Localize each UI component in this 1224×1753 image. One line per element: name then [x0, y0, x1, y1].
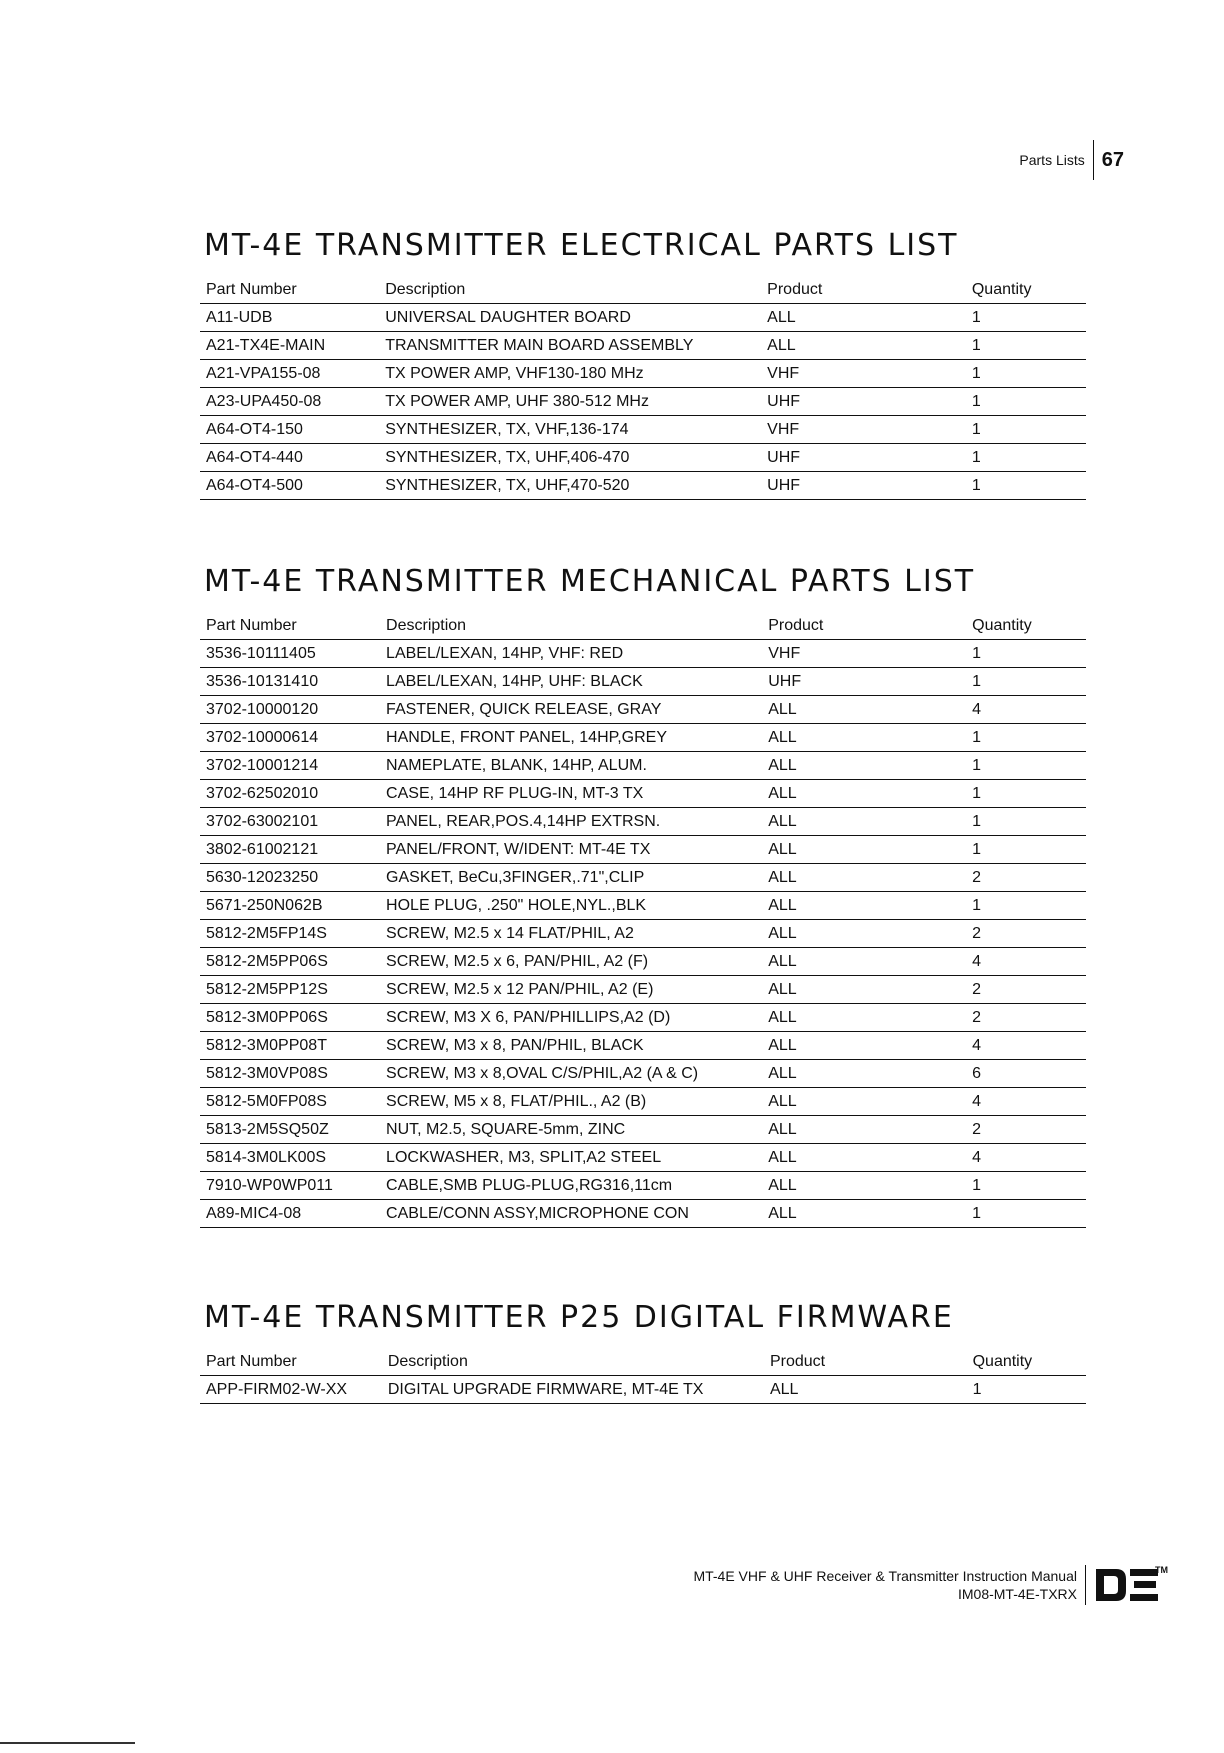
product-cell: ALL [762, 696, 966, 724]
product-cell: ALL [762, 752, 966, 780]
product-cell: ALL [762, 948, 966, 976]
quantity-cell: 4 [966, 696, 1086, 724]
product-cell: ALL [762, 976, 966, 1004]
description-cell: SCREW, M5 x 8, FLAT/PHIL., A2 (B) [380, 1088, 762, 1116]
table-row [200, 388, 1086, 416]
table-row [200, 808, 1086, 836]
quantity-cell: 2 [966, 864, 1086, 892]
document-number: IM08-MT-4E-TXRX [957, 1586, 1077, 1602]
manual-title: MT-4E VHF & UHF Receiver & Transmitter Instruction Manual [693, 1568, 1077, 1584]
table-row [200, 976, 1086, 1004]
table-row [200, 696, 1086, 724]
quantity-cell: 4 [966, 948, 1086, 976]
part-number-cell: 3702-10000614 [200, 724, 380, 752]
table-row [200, 864, 1086, 892]
electrical-parts-section [200, 228, 1086, 500]
electrical-table-body [200, 304, 1086, 500]
description-cell: PANEL, REAR,POS.4,14HP EXTRSN. [380, 808, 762, 836]
part-number-cell: A11-UDB [200, 304, 379, 332]
product-cell: ALL [762, 836, 966, 864]
table-row [200, 416, 1086, 444]
section-title: MT-4E TRANSMITTER ELECTRICAL PARTS LIST [204, 228, 959, 263]
firmware-section [200, 1300, 1086, 1404]
description-cell: SCREW, M3 x 8, PAN/PHIL, BLACK [380, 1032, 762, 1060]
table-row [200, 1060, 1086, 1088]
description-cell: LOCKWASHER, M3, SPLIT,A2 STEEL [380, 1144, 762, 1172]
part-number-cell: APP-FIRM02-W-XX [200, 1376, 382, 1404]
quantity-cell: 1 [966, 388, 1086, 416]
product-cell: UHF [761, 388, 966, 416]
description-cell: LABEL/LEXAN, 14HP, VHF: RED [380, 640, 762, 668]
scan-artifact-line [0, 1742, 135, 1744]
column-header-product: Product [762, 611, 966, 640]
table-header-row [200, 611, 1086, 640]
part-number-cell: 5813-2M5SQ50Z [200, 1116, 380, 1144]
product-cell: ALL [762, 1088, 966, 1116]
description-cell: CABLE/CONN ASSY,MICROPHONE CON [380, 1200, 762, 1228]
table-row [200, 892, 1086, 920]
product-cell: ALL [764, 1376, 967, 1404]
table-row [200, 332, 1086, 360]
table-row [200, 1200, 1086, 1228]
part-number-cell: A89-MIC4-08 [200, 1200, 380, 1228]
quantity-cell: 1 [966, 472, 1086, 500]
quantity-cell: 2 [966, 920, 1086, 948]
part-number-cell: 5812-2M5PP06S [200, 948, 380, 976]
description-cell: SYNTHESIZER, TX, UHF,470-520 [379, 472, 761, 500]
table-row [200, 1116, 1086, 1144]
quantity-cell: 1 [966, 416, 1086, 444]
mechanical-table-body [200, 640, 1086, 1228]
table-row [200, 1172, 1086, 1200]
quantity-cell: 1 [966, 332, 1086, 360]
part-number-cell: 5812-2M5FP14S [200, 920, 380, 948]
part-number-cell: 3802-61002121 [200, 836, 380, 864]
firmware-table-body [200, 1376, 1086, 1404]
quantity-cell: 1 [966, 640, 1086, 668]
product-cell: VHF [761, 360, 966, 388]
table-row [200, 1088, 1086, 1116]
column-header-quantity: Quantity [966, 611, 1086, 640]
part-number-cell: 5814-3M0LK00S [200, 1144, 380, 1172]
product-cell: ALL [761, 304, 966, 332]
quantity-cell: 1 [966, 1172, 1086, 1200]
product-cell: ALL [762, 1200, 966, 1228]
description-cell: TRANSMITTER MAIN BOARD ASSEMBLY [379, 332, 761, 360]
product-cell: ALL [762, 780, 966, 808]
description-cell: CASE, 14HP RF PLUG-IN, MT-3 TX [380, 780, 762, 808]
page-footer [693, 1565, 1168, 1605]
description-cell: NUT, M2.5, SQUARE-5mm, ZINC [380, 1116, 762, 1144]
description-cell: TX POWER AMP, UHF 380-512 MHz [379, 388, 761, 416]
part-number-cell: 5671-250N062B [200, 892, 380, 920]
part-number-cell: 3702-63002101 [200, 808, 380, 836]
part-number-cell: 3702-10000120 [200, 696, 380, 724]
product-cell: UHF [761, 444, 966, 472]
product-cell: ALL [762, 892, 966, 920]
table-row [200, 752, 1086, 780]
column-header-product: Product [761, 275, 966, 304]
table-row [200, 1004, 1086, 1032]
product-cell: ALL [761, 332, 966, 360]
section-label: Parts Lists [1019, 152, 1085, 168]
column-header-description: Description [382, 1347, 764, 1376]
table-row [200, 444, 1086, 472]
description-cell: SCREW, M2.5 x 14 FLAT/PHIL, A2 [380, 920, 762, 948]
description-cell: SCREW, M3 x 8,OVAL C/S/PHIL,A2 (A & C) [380, 1060, 762, 1088]
column-header-product: Product [764, 1347, 967, 1376]
mechanical-parts-table [200, 611, 1086, 1228]
quantity-cell: 1 [966, 752, 1086, 780]
part-number-cell: 5812-5M0FP08S [200, 1088, 380, 1116]
part-number-cell: 3536-10111405 [200, 640, 380, 668]
section-title: MT-4E TRANSMITTER P25 DIGITAL FIRMWARE [204, 1300, 954, 1335]
description-cell: GASKET, BeCu,3FINGER,.71",CLIP [380, 864, 762, 892]
column-header-part-number: Part Number [200, 611, 380, 640]
product-cell: ALL [762, 1144, 966, 1172]
product-cell: UHF [762, 668, 966, 696]
page-number: 67 [1101, 148, 1124, 171]
footer-divider [1085, 1565, 1086, 1605]
table-header-row [200, 1347, 1086, 1376]
quantity-cell: 1 [966, 668, 1086, 696]
part-number-cell: 3536-10131410 [200, 668, 380, 696]
description-cell: SCREW, M3 X 6, PAN/PHILLIPS,A2 (D) [380, 1004, 762, 1032]
product-cell: VHF [762, 640, 966, 668]
quantity-cell: 1 [966, 724, 1086, 752]
part-number-cell: A21-TX4E-MAIN [200, 332, 379, 360]
column-header-part-number: Part Number [200, 1347, 382, 1376]
table-row [200, 1376, 1086, 1404]
quantity-cell: 1 [966, 304, 1086, 332]
part-number-cell: A23-UPA450-08 [200, 388, 379, 416]
table-row [200, 472, 1086, 500]
table-row [200, 920, 1086, 948]
table-row [200, 360, 1086, 388]
column-header-description: Description [380, 611, 762, 640]
table-row [200, 836, 1086, 864]
quantity-cell: 2 [966, 1004, 1086, 1032]
product-cell: VHF [761, 416, 966, 444]
table-row [200, 668, 1086, 696]
product-cell: ALL [762, 864, 966, 892]
table-row [200, 1144, 1086, 1172]
firmware-table [200, 1347, 1086, 1404]
quantity-cell: 4 [966, 1144, 1086, 1172]
company-logo [1094, 1565, 1168, 1603]
part-number-cell: 5812-2M5PP12S [200, 976, 380, 1004]
table-header-row [200, 275, 1086, 304]
table-row [200, 948, 1086, 976]
description-cell: LABEL/LEXAN, 14HP, UHF: BLACK [380, 668, 762, 696]
description-cell: SCREW, M2.5 x 6, PAN/PHIL, A2 (F) [380, 948, 762, 976]
description-cell: FASTENER, QUICK RELEASE, GRAY [380, 696, 762, 724]
quantity-cell: 2 [966, 976, 1086, 1004]
quantity-cell: 1 [966, 1200, 1086, 1228]
product-cell: ALL [762, 920, 966, 948]
table-row [200, 304, 1086, 332]
part-number-cell: A64-OT4-440 [200, 444, 379, 472]
quantity-cell: 1 [966, 836, 1086, 864]
part-number-cell: 7910-WP0WP011 [200, 1172, 380, 1200]
column-header-quantity: Quantity [967, 1347, 1086, 1376]
quantity-cell: 1 [966, 444, 1086, 472]
product-cell: ALL [762, 724, 966, 752]
description-cell: NAMEPLATE, BLANK, 14HP, ALUM. [380, 752, 762, 780]
trademark-mark: TM [1155, 1565, 1168, 1575]
part-number-cell: 3702-62502010 [200, 780, 380, 808]
part-number-cell: A64-OT4-150 [200, 416, 379, 444]
description-cell: CABLE,SMB PLUG-PLUG,RG316,11cm [380, 1172, 762, 1200]
header-divider [1093, 140, 1094, 180]
part-number-cell: 5812-3M0PP06S [200, 1004, 380, 1032]
section-title: MT-4E TRANSMITTER MECHANICAL PARTS LIST [204, 564, 976, 599]
description-cell: SYNTHESIZER, TX, UHF,406-470 [379, 444, 761, 472]
part-number-cell: 5812-3M0VP08S [200, 1060, 380, 1088]
column-header-description: Description [379, 275, 761, 304]
description-cell: DIGITAL UPGRADE FIRMWARE, MT-4E TX [382, 1376, 764, 1404]
quantity-cell: 1 [966, 360, 1086, 388]
quantity-cell: 4 [966, 1032, 1086, 1060]
quantity-cell: 4 [966, 1088, 1086, 1116]
description-cell: PANEL/FRONT, W/IDENT: MT-4E TX [380, 836, 762, 864]
quantity-cell: 1 [966, 780, 1086, 808]
quantity-cell: 1 [966, 808, 1086, 836]
column-header-part-number: Part Number [200, 275, 379, 304]
part-number-cell: 5630-12023250 [200, 864, 380, 892]
part-number-cell: 5812-3M0PP08T [200, 1032, 380, 1060]
description-cell: TX POWER AMP, VHF130-180 MHz [379, 360, 761, 388]
quantity-cell: 6 [966, 1060, 1086, 1088]
product-cell: ALL [762, 1172, 966, 1200]
part-number-cell: A21-VPA155-08 [200, 360, 379, 388]
description-cell: HANDLE, FRONT PANEL, 14HP,GREY [380, 724, 762, 752]
page-header [1019, 140, 1124, 180]
description-cell: SCREW, M2.5 x 12 PAN/PHIL, A2 (E) [380, 976, 762, 1004]
product-cell: ALL [762, 1116, 966, 1144]
footer-text [693, 1567, 1077, 1603]
product-cell: ALL [762, 1060, 966, 1088]
electrical-parts-table [200, 275, 1086, 500]
part-number-cell: A64-OT4-500 [200, 472, 379, 500]
product-cell: ALL [762, 808, 966, 836]
description-cell: SYNTHESIZER, TX, VHF,136-174 [379, 416, 761, 444]
product-cell: ALL [762, 1004, 966, 1032]
product-cell: ALL [762, 1032, 966, 1060]
quantity-cell: 1 [966, 892, 1086, 920]
table-row [200, 724, 1086, 752]
column-header-quantity: Quantity [966, 275, 1086, 304]
mechanical-parts-section [200, 564, 1086, 1228]
quantity-cell: 1 [967, 1376, 1086, 1404]
quantity-cell: 2 [966, 1116, 1086, 1144]
part-number-cell: 3702-10001214 [200, 752, 380, 780]
table-row [200, 640, 1086, 668]
description-cell: HOLE PLUG, .250" HOLE,NYL.,BLK [380, 892, 762, 920]
product-cell: UHF [761, 472, 966, 500]
table-row [200, 1032, 1086, 1060]
description-cell: UNIVERSAL DAUGHTER BOARD [379, 304, 761, 332]
ds-logo-icon [1094, 1567, 1160, 1603]
table-row [200, 780, 1086, 808]
